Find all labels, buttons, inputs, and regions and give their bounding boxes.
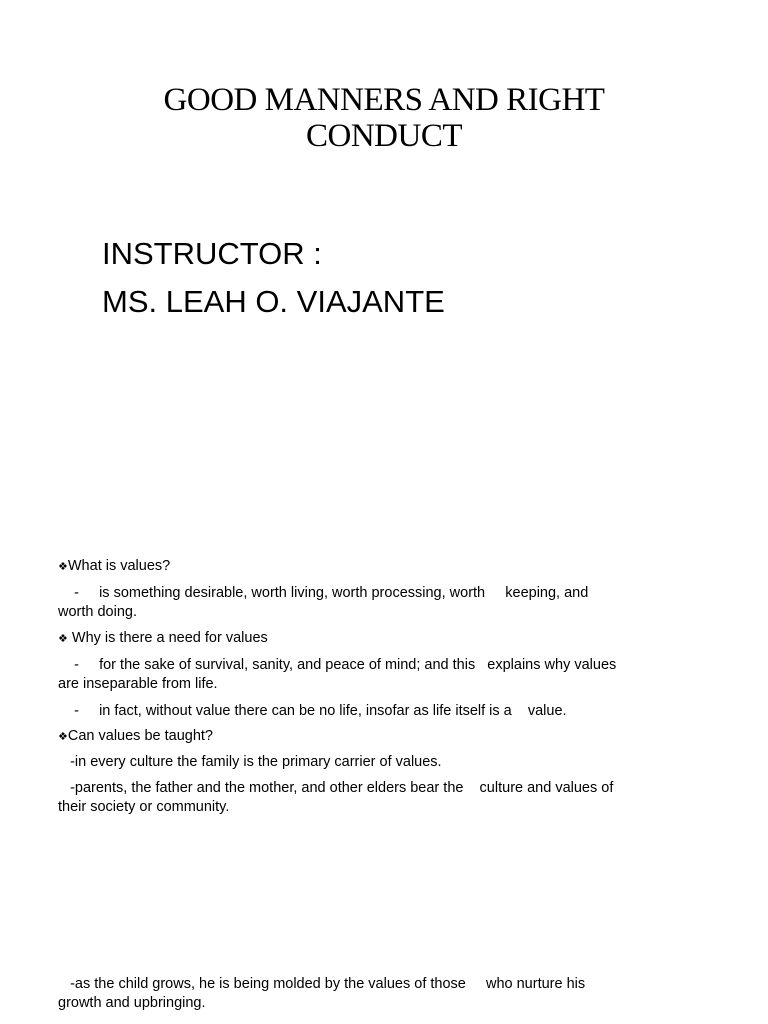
- answer-line: growth and upbringing.: [58, 995, 206, 1011]
- answer-line: - for the sake of survival, sanity, and peace of mind; and this explains why values: [58, 657, 617, 673]
- instructor-block: [102, 230, 445, 326]
- answer-values-taught-2: [58, 779, 718, 817]
- diamond-bullet-icon: ❖: [58, 632, 68, 645]
- answer-line: their society or community.: [58, 799, 230, 815]
- answer-line: - is something desirable, worth living, worth processing, worth keeping, and: [58, 585, 589, 601]
- answer-values-taught-3: [58, 975, 718, 1013]
- answer-need-for-values-2: - in fact, without value there can be no life, insofar as life itself is a value.: [58, 703, 567, 719]
- question-what-is-values: ❖What is values?: [58, 558, 171, 574]
- diamond-bullet-icon: ❖: [58, 730, 68, 743]
- document-title: [0, 82, 768, 154]
- answer-need-for-values-1: [58, 656, 718, 694]
- question-can-values-be-taught: ❖Can values be taught?: [58, 728, 213, 744]
- diamond-bullet-icon: ❖: [58, 560, 68, 573]
- answer-line: -parents, the father and the mother, and other elders bear the culture and values of: [58, 780, 614, 796]
- title-line-1: GOOD MANNERS AND RIGHT: [163, 82, 605, 118]
- instructor-label: INSTRUCTOR :: [102, 236, 322, 271]
- instructor-name: MS. LEAH O. VIAJANTE: [102, 284, 445, 319]
- title-line-2: CONDUCT: [305, 118, 462, 154]
- question-need-for-values: ❖ Why is there a need for values: [58, 630, 268, 646]
- answer-line: -as the child grows, he is being molded by the values of those who nurture his: [58, 976, 586, 992]
- answer-what-is-values: [58, 584, 718, 622]
- answer-line: worth doing.: [58, 604, 137, 620]
- answer-line: are inseparable from life.: [58, 676, 218, 692]
- answer-values-taught-1: -in every culture the family is the primary carrier of values.: [58, 754, 442, 770]
